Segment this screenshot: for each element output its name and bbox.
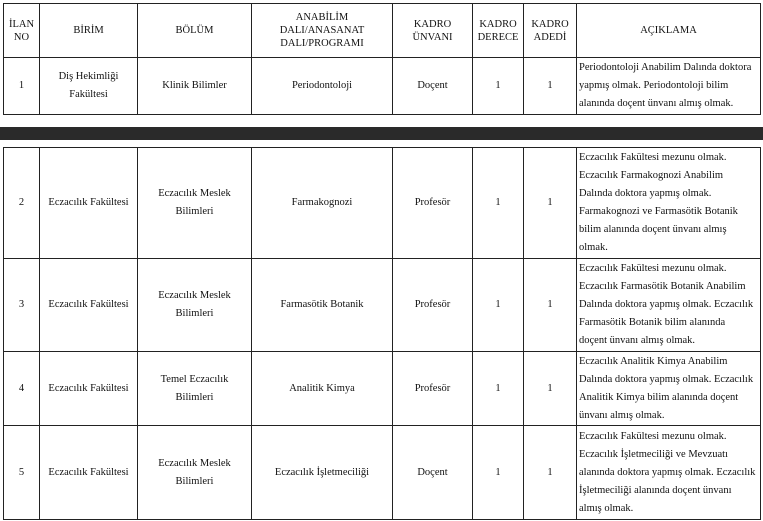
header-anabilim-line: ANABİLİM — [295, 12, 349, 23]
cell-anabilim: Periodontoloji — [252, 58, 393, 115]
cell-line: Diş Hekimliği — [58, 71, 119, 82]
cell-aciklama — [577, 426, 761, 520]
header-line: ÜNVANI — [412, 31, 453, 43]
header-anabilim — [252, 4, 393, 58]
cell-line: Eczacılık Fakültesi — [48, 197, 129, 208]
cell-adet: 1 — [524, 58, 577, 115]
cell-birim — [40, 259, 138, 352]
cell-line: Klinik Bilimler — [162, 80, 227, 91]
header-line: KADRO — [531, 18, 569, 30]
desc-line: alanında doktora yapmış olmak. Eczacılık — [579, 466, 756, 478]
desc-line: olmak. — [579, 242, 608, 253]
cell-aciklama — [577, 352, 761, 426]
desc-line: Periodontoloji Anabilim Dalında doktora — [579, 62, 752, 73]
desc-line: Dalında doktora yapmış olmak. Eczacılık — [579, 299, 754, 310]
header-kadro-adedi — [524, 4, 577, 58]
desc-line: Dalında doktora yapmış olmak. Eczacılık — [579, 373, 754, 385]
table-row — [4, 148, 761, 259]
header-anabilim-line: DALI/PROGRAMI — [280, 38, 364, 49]
cell-anabilim: Analitik Kimya — [252, 352, 393, 426]
table-row — [4, 426, 761, 520]
header-kadro-unvani — [393, 4, 473, 58]
announcement-table-continued — [3, 147, 761, 520]
cell-unvan: Profesör — [393, 259, 473, 352]
cell-birim — [40, 58, 138, 115]
cell-line: Eczacılık Fakültesi — [48, 299, 129, 310]
desc-line: yapmış olmak. Periodontoloji bilim — [579, 80, 729, 91]
cell-derece: 1 — [473, 259, 524, 352]
header-line: DERECE — [477, 31, 519, 43]
desc-line: Analitik Kimya bilim alanında doçent — [579, 391, 739, 403]
desc-line: Eczacılık Analitik Kimya Anabilim — [579, 355, 728, 367]
desc-line: Farmasötik Botanik bilim alanında — [579, 317, 726, 328]
cell-line: Fakültesi — [69, 89, 108, 100]
cell-line: Eczacılık Meslek — [158, 457, 231, 469]
cell-adet: 1 — [524, 259, 577, 352]
table-row — [4, 259, 761, 352]
desc-line: Eczacılık Farmakognozi Anabilim — [579, 170, 724, 181]
cell-line: Bilimleri — [175, 475, 214, 487]
desc-line: bilim alanında doçent ünvanı almış — [579, 224, 727, 235]
cell-line: Eczacılık Meslek — [158, 188, 231, 199]
cell-aciklama — [577, 259, 761, 352]
cell-birim — [40, 148, 138, 259]
cell-bolum — [138, 58, 252, 115]
header-aciklama: AÇIKLAMA — [577, 4, 761, 58]
cell-anabilim: Farmakognozi — [252, 148, 393, 259]
page-separator-band — [0, 127, 763, 140]
cell-birim — [40, 352, 138, 426]
desc-line: alanında doçent ünvanı almış olmak. — [579, 98, 734, 109]
table-header-row — [4, 4, 761, 58]
header-line: KADRO — [413, 18, 452, 30]
cell-adet: 1 — [524, 426, 577, 520]
cell-line: Bilimleri — [175, 206, 214, 217]
header-line: ADEDİ — [533, 31, 567, 43]
announcement-table-top — [3, 3, 761, 115]
table-row — [4, 352, 761, 426]
header-kadro-derece — [473, 4, 524, 58]
cell-aciklama — [577, 58, 761, 115]
cell-line: Eczacılık Fakültesi — [48, 466, 129, 478]
cell-bolum — [138, 352, 252, 426]
cell-no: 4 — [4, 352, 40, 426]
cell-unvan: Profesör — [393, 148, 473, 259]
cell-birim — [40, 426, 138, 520]
cell-unvan: Profesör — [393, 352, 473, 426]
cell-adet: 1 — [524, 148, 577, 259]
desc-line: ünvanı almış olmak. — [579, 409, 665, 421]
cell-derece: 1 — [473, 352, 524, 426]
cell-derece: 1 — [473, 148, 524, 259]
cell-derece: 1 — [473, 58, 524, 115]
desc-line: Eczacılık Farmasötik Botanik Anabilim — [579, 281, 746, 292]
desc-line: almış olmak. — [579, 502, 634, 514]
desc-line: Eczacılık Fakültesi mezunu olmak. — [579, 152, 727, 163]
cell-line: Bilimleri — [175, 308, 214, 319]
cell-adet: 1 — [524, 352, 577, 426]
cell-no: 3 — [4, 259, 40, 352]
header-bolum: BÖLÜM — [138, 4, 252, 58]
table-row — [4, 58, 761, 115]
cell-bolum — [138, 259, 252, 352]
desc-line: Eczacılık Fakültesi mezunu olmak. — [579, 430, 727, 442]
header-birim: BİRİM — [40, 4, 138, 58]
cell-anabilim: Farmasötik Botanik — [252, 259, 393, 352]
desc-line: Farmakognozi ve Farmasötik Botanik — [579, 206, 738, 217]
cell-line: Eczacılık Meslek — [158, 290, 231, 301]
desc-line: Eczacılık Fakültesi mezunu olmak. — [579, 263, 727, 274]
desc-line: Eczacılık İşletmeciliği ve Mevzuatı — [579, 448, 728, 460]
cell-no: 1 — [4, 58, 40, 115]
header-line: KADRO — [479, 18, 517, 30]
cell-line: Temel Eczacılık — [160, 373, 229, 385]
cell-bolum — [138, 426, 252, 520]
cell-no: 5 — [4, 426, 40, 520]
cell-no: 2 — [4, 148, 40, 259]
desc-line: İşletmeciliği alanında doçent ünvanı — [579, 484, 732, 496]
cell-derece: 1 — [473, 426, 524, 520]
cell-line: Eczacılık Fakültesi — [48, 382, 129, 394]
header-ilan-no: İLAN NO — [4, 4, 40, 58]
cell-line: Bilimleri — [175, 391, 214, 403]
cell-anabilim: Eczacılık İşletmeciliği — [252, 426, 393, 520]
header-anabilim-line: DALI/ANASANAT — [279, 25, 365, 36]
cell-unvan: Doçent — [393, 426, 473, 520]
cell-aciklama — [577, 148, 761, 259]
desc-line: Dalında doktora yapmış olmak. — [579, 188, 712, 199]
cell-bolum — [138, 148, 252, 259]
desc-line: doçent ünvanı almış olmak. — [579, 335, 696, 346]
cell-unvan: Doçent — [393, 58, 473, 115]
